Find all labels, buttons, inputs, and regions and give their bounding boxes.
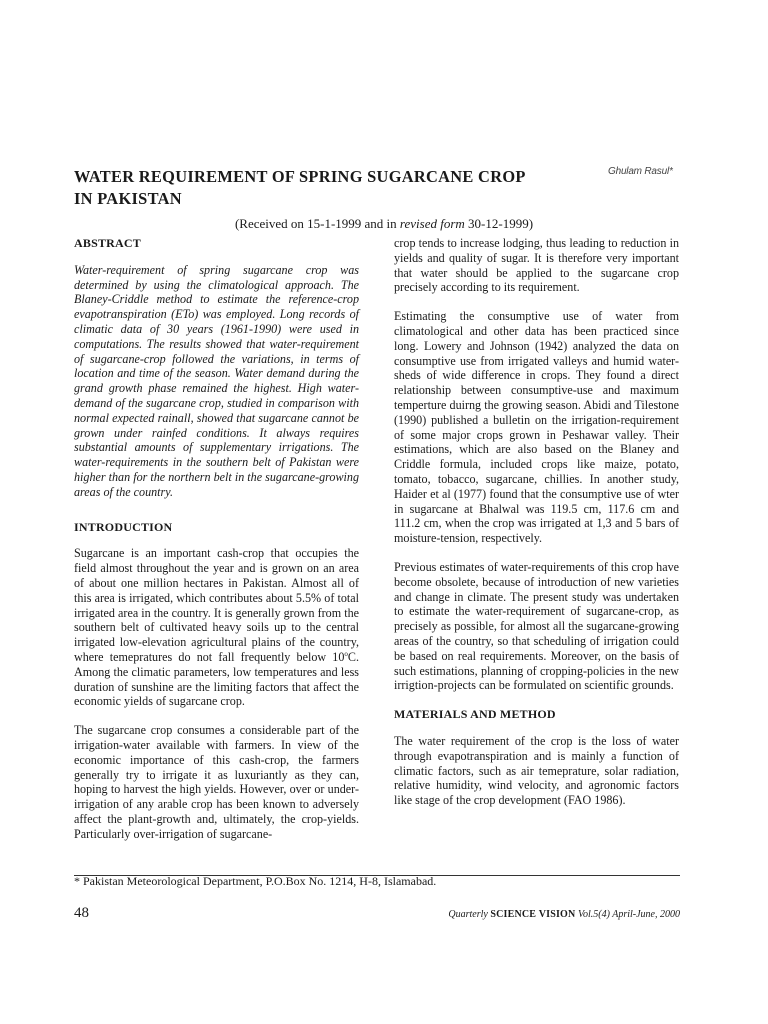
intro-p1-part-b: C. Among the climatic parameters, low temperatures and less duration of sunshine are the limiting factors that affect the economic yields of sugarcane crop. bbox=[74, 649, 359, 709]
introduction-heading: INTRODUCTION bbox=[74, 519, 173, 534]
journal-name: SCIENCE VISION bbox=[490, 909, 576, 920]
revised-label: revised form bbox=[399, 216, 465, 231]
journal-suffix: Vol.5(4) April-June, 2000 bbox=[575, 909, 680, 920]
author-name: Ghulam Rasul* bbox=[608, 166, 673, 177]
intro-p1-part-a: Sugarcane is an important cash-crop that occupies the field almost throughout the year and is grown on an area of about one million hectares in Pakistan. Almost all of this area is irrigated, which contributes about 5.5% of total irrigated area in the country. It is generally grown from the southern belt of cultivated heavy soils up to the central irrigated low-elevation agricultural plains of the country, where temepratures do not fall frequently below 10 bbox=[74, 546, 359, 664]
journal-prefix: Quarterly bbox=[448, 909, 491, 920]
page-number: 48 bbox=[74, 905, 89, 921]
right-paragraph-4: The water requirement of the crop is the loss of water through evapotranspiration and is mainly a function of climatic factors, such as air temeprature, solar radiation, relative humidity, wind velocity, and agronomic factors like stage of the crop development (FAO 1986). bbox=[394, 733, 679, 808]
journal-footer bbox=[448, 909, 680, 920]
left-column bbox=[74, 236, 359, 855]
received-suffix: 30-12-1999) bbox=[464, 216, 534, 231]
methods-heading: MATERIALS AND METHOD bbox=[394, 707, 556, 722]
article-title: WATER REQUIREMENT OF SPRING SUGARCANE CROP IN PAKISTAN bbox=[74, 167, 525, 208]
abstract-text: Water-requirement of spring sugarcane crop was determined by using the climatological approach. The Blaney-Criddle method to estimate the reference-crop evapotranspiration (ETo) was employed. Long records of climatic data of 30 years (1961-1990) were used in computations. The results showed that water-requirement of sugarcane-crop followed the variations, in terms of location and time of the season. Water demand during the grand growth phase remained the highest. High water-demand of the sugarcane crop, studied in comparison with normal expected rainall, showed that sugarcane cannot be grown under rainfed conditions. It always requires substantial amounts of supplementary irrigations. The water-requirements in the southern belt of Pakistan were higher than for the northern belt in the sugarcane-growing areas of the country. bbox=[74, 262, 359, 499]
degree-sup: o bbox=[344, 649, 348, 658]
right-paragraph-3: Previous estimates of water-requirements of this crop have become obsolete, because of introduction of new varieties and change in climate. The present study was undertaken to estimate the water-requirement of sugarcane-crop, as precisely as possible, for almost all the sugarcane-growing areas of the country, so that scheduling of irrigation could be based on real requirements. Moreover, on the basis of such estimations, planning of cropping-policies in the new irrigtion-projects can be formulated on scientific grounds. bbox=[394, 559, 679, 693]
received-prefix: (Received on 15-1-1999 and in bbox=[234, 216, 400, 231]
footnote: * Pakistan Meteorological Department, P.O.Box No. 1214, H-8, Islamabad. bbox=[74, 874, 437, 888]
right-column bbox=[394, 236, 679, 822]
right-paragraph-2: Estimating the consumptive use of water from climatological and other data has been practiced since long. Lowery and Johnson (1942) analyzed the data on consumptive use from irrigated valleys and humid water-sheds of wide difference in crops. They found a direct relationship between consumptive-use and maximum temperture duirng the growing season. Abidi and Tilestone (1990) published a bulletin on the irrigation-requirement of some major crops grown in Peshawar valley. Their estimations, which are also based on the Blaney and Criddle formula, included crops like maize, potato, tomato, tobacco, sugarcane, chillies. In another study, Haider et al (1977) found that the consumptive use of wter in sugarcane at Bhalwal was 119.5 cm, 117.6 cm and 111.2 cm, when the crop was irrigated at 1,3 and 5 bars of moisture-tension, respectively. bbox=[394, 309, 679, 546]
right-paragraph-1: crop tends to increase lodging, thus leading to reduction in yields and quality of sugar. It is therefore very important that water should be applied to the sugarcane crop precisely according to its requirement. bbox=[394, 236, 679, 295]
intro-paragraph-2: The sugarcane crop consumes a considerable part of the irrigation-water available with farmers. In view of the economic importance of this cash-crop, the farmers generally try to irrigate it as luxuriantly as they can, hoping to harvest the high yields. However, over or under-irrigation of any arable crop has been known to adversely affect the plant-growth and, ultimately, the crop-yields. Particularly over-irrigation of sugarcane- bbox=[74, 723, 359, 841]
abstract-heading: ABSTRACT bbox=[74, 236, 141, 250]
intro-paragraph-1 bbox=[74, 546, 359, 709]
received-dates bbox=[0, 216, 768, 232]
